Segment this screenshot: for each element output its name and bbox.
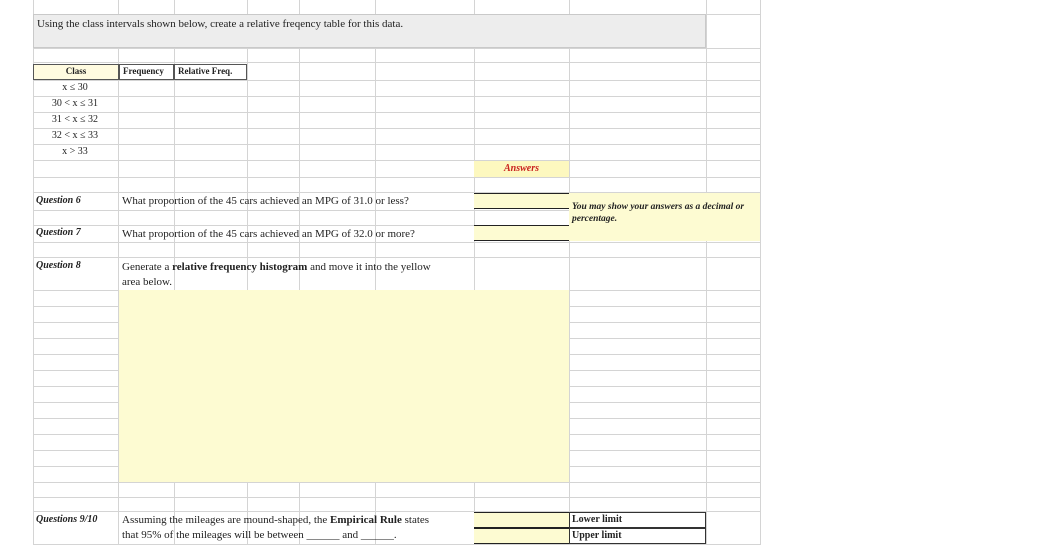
grid-line (33, 48, 761, 49)
upper-limit-answer-cell[interactable] (474, 528, 569, 544)
lower-limit-label: Lower limit (569, 512, 706, 528)
class-interval: 30 < x ≤ 31 (51, 98, 99, 109)
grid-line (33, 112, 761, 113)
class-interval: 32 < x ≤ 33 (51, 130, 99, 141)
grid-line (33, 62, 761, 63)
question-7-label: Question 7 (36, 227, 81, 238)
frequency-header[interactable]: Frequency (119, 64, 174, 80)
question-8-bold: relative frequency histogram (172, 261, 308, 273)
grid-line (33, 257, 761, 258)
grid-line (33, 177, 761, 178)
question-8-text-before: Generate a (122, 261, 173, 273)
lower-limit-answer-cell[interactable] (474, 512, 569, 528)
question-7-answer-cell[interactable] (474, 225, 569, 241)
question-9-10-text-line2: that 95% of the mileages will be between ______ and ______. (122, 529, 397, 541)
grid-line (33, 80, 761, 81)
answers-header: Answers (474, 161, 569, 177)
relative-freq-header[interactable]: Relative Freq. (174, 64, 247, 80)
grid-line (33, 144, 761, 145)
question-9-10-label: Questions 9/10 (36, 514, 98, 525)
answer-format-note: You may show your answers as a decimal or percentage. (569, 193, 760, 241)
grid-line (760, 0, 761, 545)
grid-line (33, 160, 761, 161)
question-9-10-text-after: states (401, 514, 430, 526)
histogram-area[interactable] (119, 290, 569, 482)
class-interval: x > 33 (62, 146, 88, 157)
grid-line (569, 0, 570, 545)
grid-line (33, 242, 761, 243)
grid-line (33, 128, 761, 129)
instruction-banner (33, 14, 706, 48)
question-8-text-line2: area below. (122, 276, 172, 288)
class-interval: 31 < x ≤ 32 (51, 114, 99, 125)
instruction-text: Using the class intervals shown below, create a relative freqency table for this data. (37, 18, 404, 30)
class-header[interactable]: Class (33, 64, 119, 80)
grid-line (33, 544, 761, 545)
grid-line (33, 96, 761, 97)
question-8-label: Question 8 (36, 260, 81, 271)
grid-line (33, 497, 761, 498)
question-9-10-bold: Empirical Rule (330, 514, 402, 526)
question-8-text-after: and move it into the yellow (307, 261, 431, 273)
question-6-label: Question 6 (36, 195, 81, 206)
upper-limit-label: Upper limit (569, 528, 706, 544)
question-9-10-text-before: Assuming the mileages are mound-shaped, the (122, 514, 331, 526)
question-7-text: What proportion of the 45 cars achieved an MPG of 32.0 or more? (122, 228, 415, 240)
question-9-10-text (122, 513, 429, 527)
grid-line (33, 482, 761, 483)
question-6-answer-cell[interactable] (474, 193, 569, 209)
class-interval: x ≤ 30 (62, 82, 88, 93)
grid-line (706, 0, 707, 545)
question-6-text: What proportion of the 45 cars achieved an MPG of 31.0 or less? (122, 195, 409, 207)
question-8-text (122, 260, 431, 274)
